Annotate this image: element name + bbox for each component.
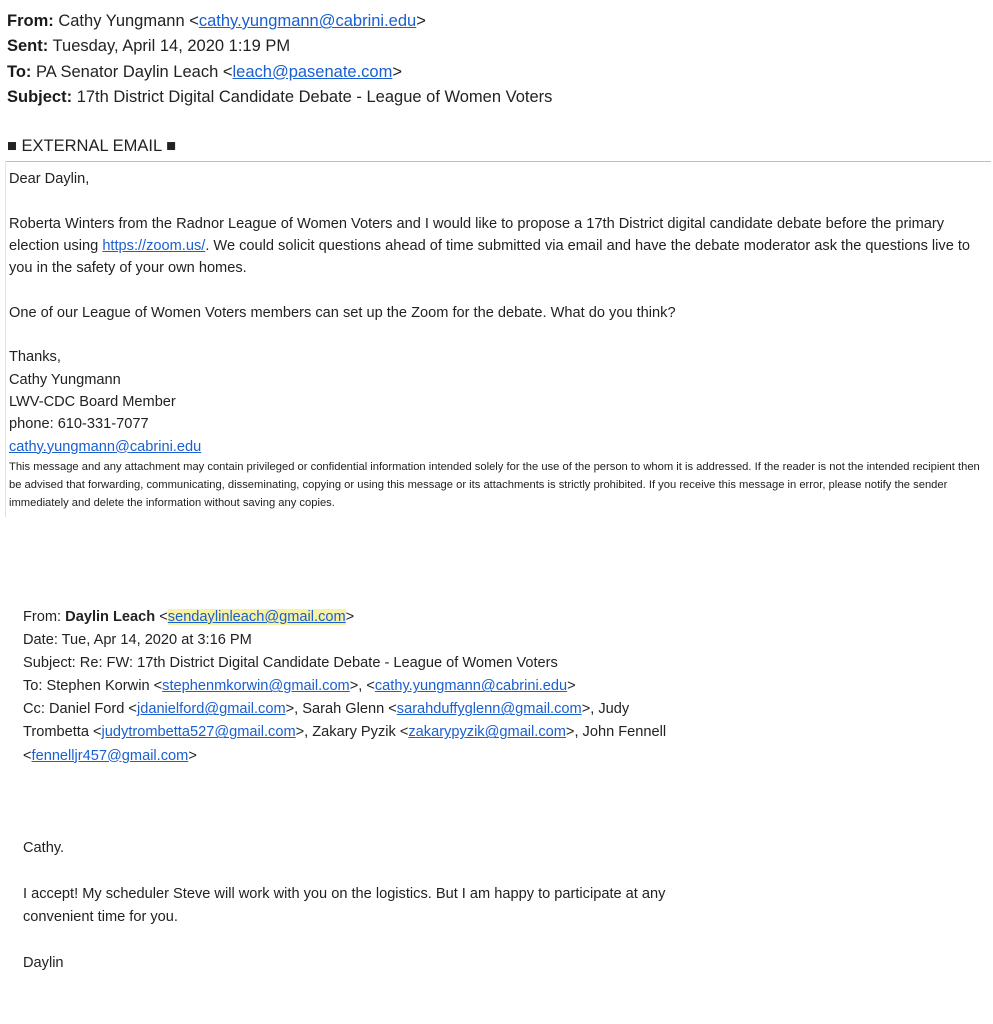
sent-label: Sent: bbox=[7, 37, 49, 56]
reply-greeting: Cathy. bbox=[23, 840, 65, 856]
signature-phone: phone: 610-331-7077 bbox=[9, 416, 149, 433]
message-body bbox=[9, 168, 991, 512]
cc-email-link-trombetta[interactable]: judytrombetta527@gmail.com bbox=[101, 724, 296, 741]
cc-email-link-glenn[interactable]: sarahduffyglenn@gmail.com bbox=[396, 701, 582, 718]
sent-row bbox=[7, 34, 552, 59]
from-label: From: bbox=[7, 12, 54, 30]
quoted-to-row bbox=[23, 675, 683, 698]
quoted-from-email-link[interactable]: sendaylinleach@gmail.com bbox=[167, 609, 346, 625]
zoom-link[interactable]: https://zoom.us/ bbox=[102, 237, 206, 254]
external-email-banner: ■ EXTERNAL EMAIL ■ bbox=[7, 137, 177, 155]
quoted-from-label: From: bbox=[23, 609, 66, 625]
to-email-link-yungmann[interactable]: cathy.yungmann@cabrini.edu bbox=[374, 678, 568, 695]
quoted-cc-prefix: Cc: Daniel Ford < bbox=[23, 701, 137, 718]
signature-title: LWV-CDC Board Member bbox=[9, 393, 176, 410]
confidentiality-disclaimer: This message and any attachment may contain privileged or confidential information intended solely for the use of the person to whom it is addressed. If the reader is not the intended recipient then be advised that forwarding, communicating, disseminating, copying or using this message or its attachments is strictly prohibited. If you receive this message in error, please notify the sender immediately and delete the information without saving any copies. bbox=[9, 460, 980, 510]
paragraph-question: One of our League of Women Voters members can set up the Zoom for the debate. What do you think? bbox=[9, 304, 676, 321]
quoted-message-header bbox=[23, 606, 683, 768]
to-email-link-korwin[interactable]: stephenmkorwin@gmail.com bbox=[162, 678, 350, 695]
header-divider bbox=[5, 161, 991, 162]
subject-label: Subject: bbox=[7, 87, 73, 106]
cc-email-link-fennell[interactable]: fennelljr457@gmail.com bbox=[31, 747, 189, 764]
quoted-cc-sep-4: >, John Fennell < bbox=[23, 724, 667, 764]
quoted-subject-row: Subject: Re: FW: 17th District Digital Candidate Debate - League of Women Voters bbox=[23, 655, 558, 672]
subject-row bbox=[7, 85, 552, 110]
cc-email-link-ford[interactable]: jdanielford@gmail.com bbox=[136, 701, 286, 718]
quoted-to-prefix: To: Stephen Korwin < bbox=[23, 678, 163, 695]
message-left-border bbox=[5, 161, 6, 517]
quoted-cc-sep-1: >, Sarah Glenn < bbox=[285, 701, 397, 718]
signoff: Thanks, bbox=[9, 349, 61, 366]
paragraph-proposal-text-b: . We could solicit questions ahead of time submitted via email and have the debate moderator ask the questions live to you in the safety of your own homes. bbox=[9, 237, 971, 277]
signature-name: Cathy Yungmann bbox=[9, 371, 121, 388]
quoted-to-separator: >, < bbox=[349, 678, 375, 695]
quoted-date-row: Date: Tue, Apr 14, 2020 at 3:16 PM bbox=[23, 632, 252, 649]
from-email-link[interactable]: cathy.yungmann@cabrini.edu bbox=[198, 12, 417, 30]
to-row: To: PA Senator Daylin Leach <leach@pasenate.com> bbox=[7, 62, 402, 81]
quoted-from-name: Daylin Leach bbox=[65, 609, 156, 625]
reply-body bbox=[23, 837, 683, 976]
quoted-cc-sep-2: >, Judy Trombetta < bbox=[23, 701, 630, 741]
signature-email-link[interactable]: cathy.yungmann@cabrini.edu bbox=[9, 438, 202, 455]
reply-signoff: Daylin bbox=[23, 955, 64, 972]
greeting: Dear Daylin, bbox=[9, 171, 90, 187]
from-row: From: Cathy Yungmann <cathy.yungmann@cabrini.edu> bbox=[7, 12, 426, 30]
paragraph-proposal bbox=[9, 213, 991, 280]
to-email-link[interactable]: leach@pasenate.com bbox=[232, 62, 393, 81]
reply-paragraph: I accept! My scheduler Steve will work with you on the logistics. But I am happy to participate at any convenient time for you. bbox=[23, 886, 666, 926]
email-header bbox=[7, 9, 552, 110]
to-name: PA Senator Daylin Leach bbox=[36, 62, 219, 81]
subject-value: 17th District Digital Candidate Debate - League of Women Voters bbox=[76, 87, 553, 106]
cc-email-link-pyzik[interactable]: zakarypyzik@gmail.com bbox=[408, 724, 566, 741]
quoted-cc-row bbox=[23, 698, 683, 767]
from-name: Cathy Yungmann bbox=[58, 12, 185, 30]
to-label: To: bbox=[7, 62, 32, 81]
quoted-from-row: From: Daylin Leach <sendaylinleach@gmail.com> bbox=[23, 609, 355, 625]
quoted-cc-end: > bbox=[188, 747, 197, 764]
quoted-to-end: > bbox=[567, 678, 576, 695]
sent-value: Tuesday, April 14, 2020 1:19 PM bbox=[52, 37, 291, 56]
quoted-cc-sep-3: >, Zakary Pyzik < bbox=[295, 724, 409, 741]
paragraph-proposal-text-a: Roberta Winters from the Radnor League of Women Voters and I would like to propose a 17th District digital candidate debate before the primary election using bbox=[9, 215, 945, 254]
